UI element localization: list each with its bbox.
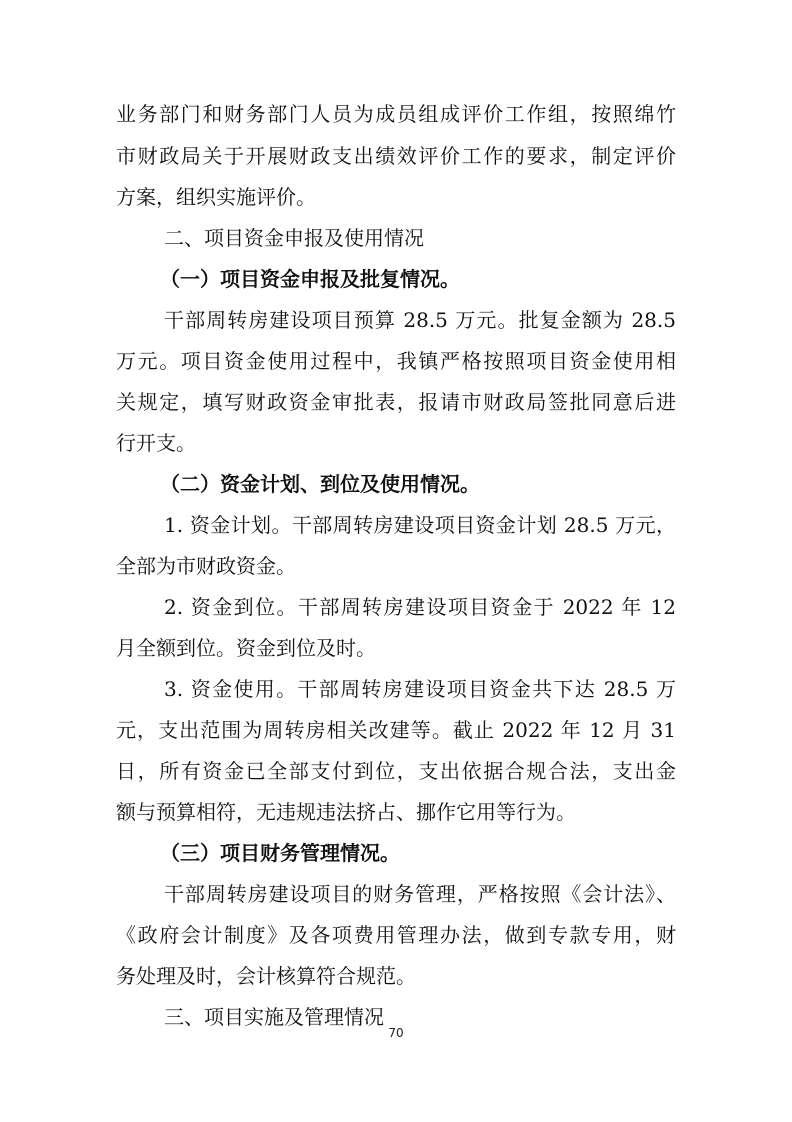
body-text-line: 万元。项目资金使用过程中，我镇严格按照项目资金使用相 bbox=[116, 349, 676, 373]
body-text-line: 额与预算相符，无违规违法挤占、挪作它用等行为。 bbox=[116, 800, 576, 824]
subsection-heading: （三）项目财务管理情况。 bbox=[160, 841, 400, 865]
body-text-line: 方案，组织实施评价。 bbox=[116, 185, 316, 209]
subsection-heading: （一）项目资金申报及批复情况。 bbox=[160, 267, 460, 291]
body-text-line: 3. 资金使用。干部周转房建设项目资金共下达 28.5 万 bbox=[164, 677, 676, 701]
body-text-line: 务处理及时，会计核算符合规范。 bbox=[116, 964, 416, 988]
body-text-line: 元，支出范围为周转房相关改建等。截止 2022 年 12 月 31 bbox=[116, 718, 676, 742]
page-number: 70 bbox=[388, 1026, 404, 1040]
body-text-line: 日，所有资金已全部支付到位，支出依据合规合法，支出金 bbox=[116, 759, 676, 783]
body-text-line: 《政府会计制度》及各项费用管理办法，做到专款专用，财 bbox=[116, 923, 676, 947]
section-heading: 三、项目实施及管理情况 bbox=[164, 1005, 384, 1029]
subsection-heading: （二）资金计划、到位及使用情况。 bbox=[160, 472, 480, 496]
body-text-line: 2. 资金到位。干部周转房建设项目资金于 2022 年 12 bbox=[164, 595, 676, 619]
body-text-line: 行开支。 bbox=[116, 431, 196, 455]
body-text-line: 市财政局关于开展财政支出绩效评价工作的要求，制定评价 bbox=[116, 144, 676, 168]
body-text-line: 干部周转房建设项目预算 28.5 万元。批复金额为 28.5 bbox=[164, 308, 676, 332]
section-heading: 二、项目资金申报及使用情况 bbox=[164, 226, 424, 250]
body-text-line: 1. 资金计划。干部周转房建设项目资金计划 28.5 万元， bbox=[164, 513, 676, 537]
body-text-line: 业务部门和财务部门人员为成员组成评价工作组，按照绵竹 bbox=[116, 102, 676, 126]
body-text-line: 干部周转房建设项目的财务管理，严格按照《会计法》、 bbox=[164, 882, 676, 906]
body-text-line: 关规定，填写财政资金审批表，报请市财政局签批同意后进 bbox=[116, 390, 676, 414]
body-text-line: 全部为市财政资金。 bbox=[116, 554, 296, 578]
body-text-line: 月全额到位。资金到位及时。 bbox=[116, 636, 376, 660]
